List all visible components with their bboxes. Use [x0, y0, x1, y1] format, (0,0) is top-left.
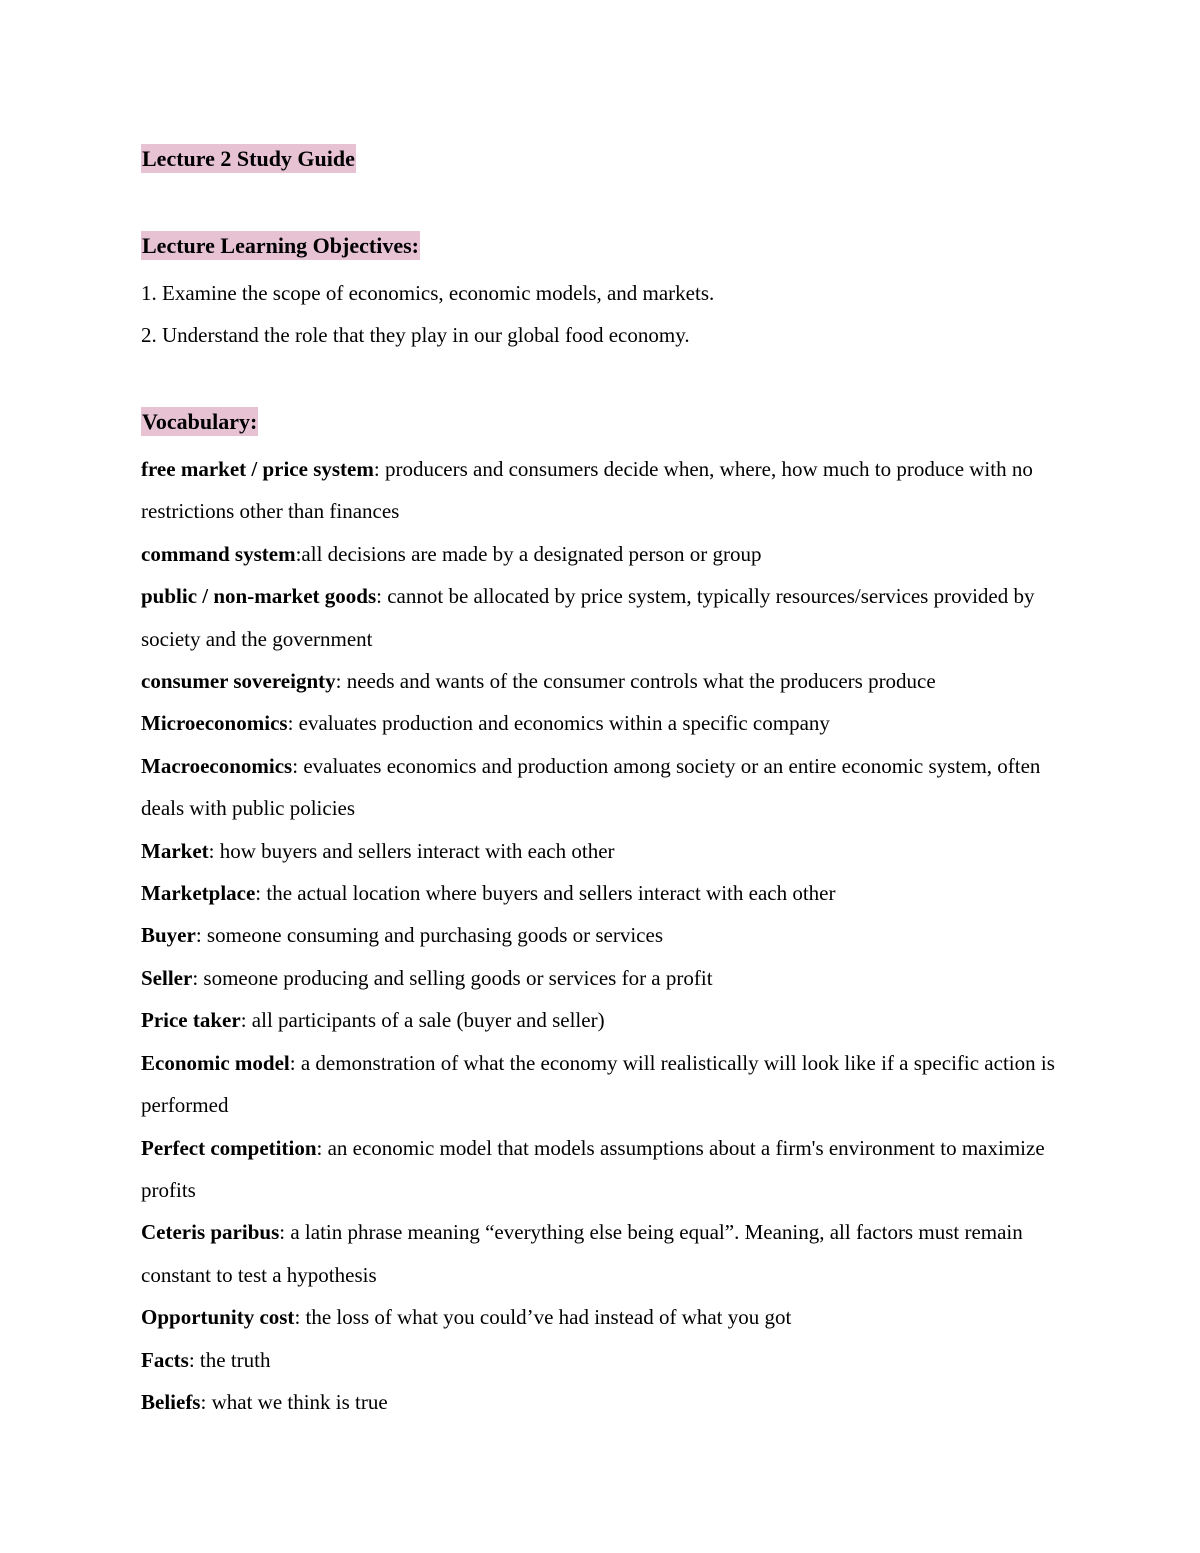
vocabulary-entry	[141, 1127, 1071, 1212]
vocabulary-separator: :	[195, 923, 207, 948]
vocabulary-definition: someone consuming and purchasing goods or services	[206, 923, 663, 948]
vocabulary-separator: :	[192, 965, 204, 990]
vocabulary-list	[141, 448, 1071, 1423]
document-title: Lecture 2 Study Guide	[142, 146, 355, 171]
vocabulary-term: Seller	[141, 965, 193, 990]
vocabulary-separator: :	[208, 838, 220, 863]
vocabulary-definition: someone producing and selling goods or services for a profit	[203, 965, 713, 990]
vocabulary-separator: :	[287, 711, 299, 736]
objectives-list	[141, 272, 1071, 356]
vocabulary-separator: :	[255, 881, 267, 906]
vocabulary-entry	[141, 1381, 1071, 1423]
vocabulary-separator: :	[240, 1008, 252, 1033]
vocabulary-entry	[141, 448, 1071, 533]
vocabulary-term: Facts	[141, 1347, 189, 1372]
vocabulary-definition: an economic model that models assumptions about a firm's environment to maximize profits	[141, 1135, 1045, 1202]
vocabulary-separator: :	[188, 1347, 200, 1372]
vocabulary-term: Microeconomics	[141, 711, 288, 736]
vocabulary-term: Beliefs	[141, 1389, 201, 1414]
vocabulary-entry	[141, 830, 1071, 872]
objective-item: 2. Understand the role that they play in our global food economy.	[141, 323, 690, 347]
vocabulary-definition: cannot be allocated by price system, typically resources/services provided by society and the government	[141, 584, 1035, 651]
vocabulary-entry	[141, 872, 1071, 914]
vocabulary-separator: :	[200, 1389, 212, 1414]
vocabulary-term: Market	[141, 838, 209, 863]
objectives-heading-line	[141, 225, 1071, 272]
vocabulary-entry	[141, 957, 1071, 999]
vocabulary-entry	[141, 1042, 1071, 1127]
vocabulary-definition: all participants of a sale (buyer and seller)	[251, 1008, 605, 1033]
vocabulary-term: Ceteris paribus	[141, 1220, 280, 1245]
vocabulary-entry	[141, 702, 1071, 744]
vocabulary-heading-line	[141, 401, 1071, 448]
vocabulary-separator: :	[335, 669, 347, 694]
vocabulary-entry	[141, 745, 1071, 830]
vocabulary-entry	[141, 914, 1071, 956]
spacer	[141, 356, 1071, 401]
vocabulary-heading: Vocabulary:	[142, 409, 258, 434]
vocabulary-separator: :	[294, 1305, 306, 1330]
vocabulary-definition: the actual location where buyers and sellers interact with each other	[266, 881, 836, 906]
vocabulary-definition: a demonstration of what the economy will realistically will look like if a specific action is performed	[141, 1050, 1055, 1118]
vocabulary-entry	[141, 1211, 1071, 1296]
vocabulary-term: Economic model	[141, 1050, 290, 1075]
vocabulary-definition: what we think is true	[211, 1389, 388, 1414]
vocabulary-entry	[141, 1296, 1071, 1338]
vocabulary-definition: the loss of what you could’ve had instead of what you got	[305, 1305, 792, 1330]
spacer	[141, 180, 1071, 225]
vocabulary-term: Macroeconomics	[141, 753, 293, 778]
vocabulary-definition: how buyers and sellers interact with each other	[219, 838, 615, 863]
vocabulary-term: Buyer	[141, 923, 196, 948]
vocabulary-term: Perfect competition	[141, 1135, 317, 1160]
vocabulary-definition: the truth	[199, 1347, 271, 1372]
vocabulary-term: Marketplace	[141, 881, 256, 906]
vocabulary-entry	[141, 999, 1071, 1041]
vocabulary-separator: :	[373, 457, 385, 481]
vocabulary-entry	[141, 575, 1071, 660]
vocabulary-separator: :	[279, 1220, 291, 1245]
objective-item: 1. Examine the scope of economics, economic models, and markets.	[141, 281, 715, 305]
objectives-heading: Lecture Learning Objectives:	[142, 233, 419, 258]
vocabulary-term: public / non-market goods	[141, 584, 377, 609]
vocabulary-entry	[141, 660, 1071, 702]
vocabulary-separator: :	[376, 584, 388, 609]
vocabulary-entry	[141, 533, 1071, 575]
vocabulary-separator: :	[292, 753, 304, 778]
vocabulary-definition: evaluates economics and production among society or an entire economic system, often deals with public policies	[141, 753, 1041, 821]
vocabulary-definition: all decisions are made by a designated person or group	[301, 541, 762, 566]
vocabulary-separator: :	[316, 1135, 328, 1160]
document-title-line	[141, 138, 1071, 180]
vocabulary-term: Opportunity cost	[141, 1305, 295, 1330]
vocabulary-entry	[141, 1339, 1071, 1381]
vocabulary-definition: evaluates production and economics within a specific company	[298, 711, 830, 736]
vocabulary-definition: needs and wants of the consumer controls what the producers produce	[346, 669, 936, 694]
vocabulary-term: consumer sovereignty	[141, 669, 336, 694]
vocabulary-term: Price taker	[141, 1008, 241, 1033]
vocabulary-separator: :	[295, 541, 302, 566]
document-body	[141, 138, 1071, 1423]
vocabulary-definition: a latin phrase meaning “everything else being equal”. Meaning, all factors must remain constant to test a hypothesis	[141, 1220, 1023, 1287]
vocabulary-term: command system	[141, 541, 296, 566]
vocabulary-separator: :	[289, 1050, 301, 1075]
vocabulary-term: free market / price system	[141, 457, 374, 481]
vocabulary-definition: producers and consumers decide when, where, how much to produce with no restrictions other than finances	[141, 457, 1033, 524]
